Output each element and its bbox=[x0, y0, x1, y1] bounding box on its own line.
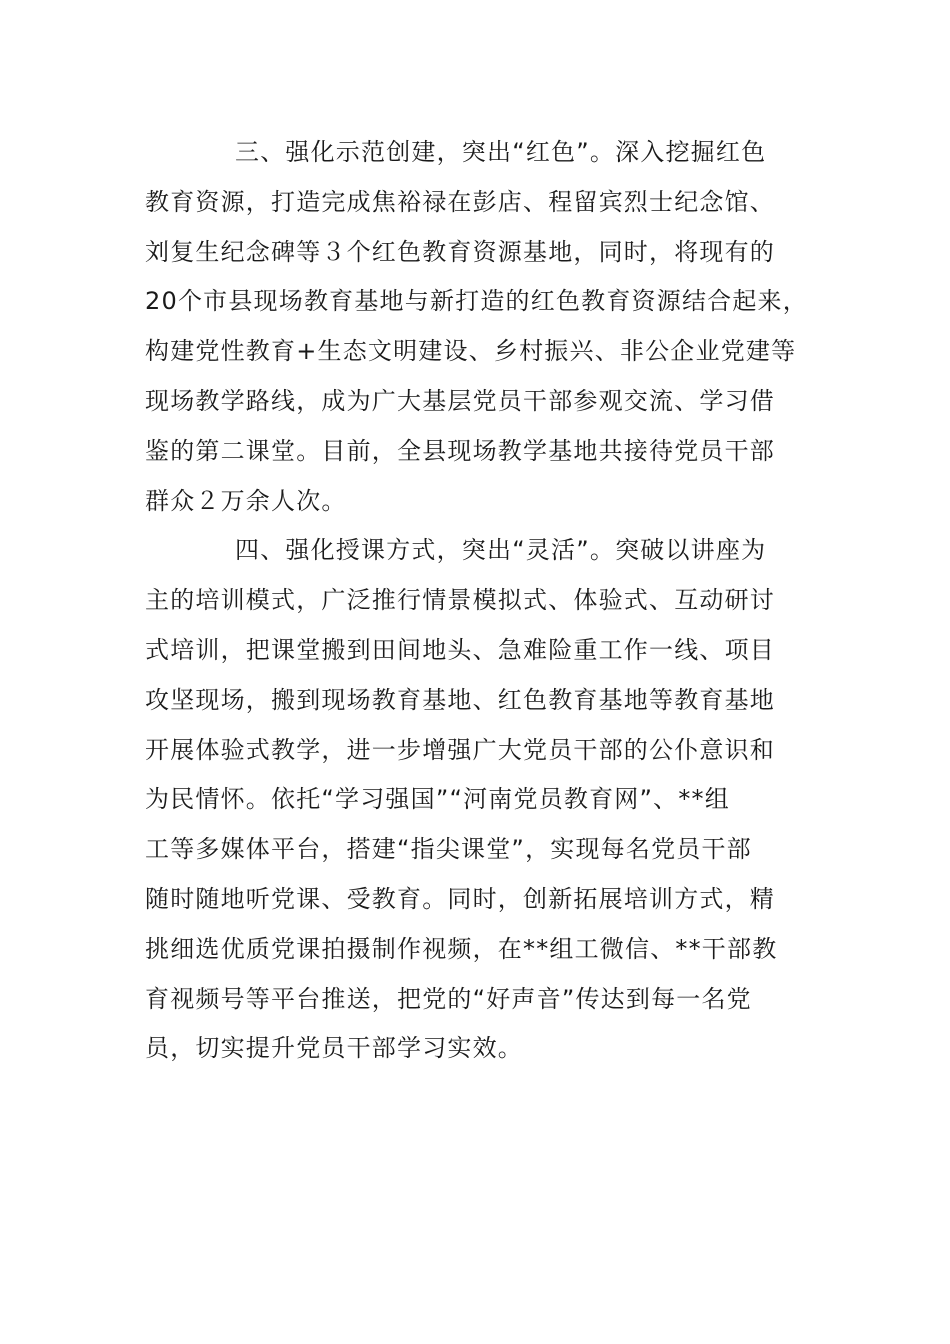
paragraph-line: 三、强化示范创建，突出“红色”。深入挖掘红色 bbox=[235, 138, 767, 166]
paragraph-line: 教育资源，打造完成焦裕禄在彭店、程留宾烈士纪念馆、 bbox=[145, 187, 775, 216]
paragraph-line: 现场教学路线，成为广大基层党员干部参观交流、学习借 bbox=[145, 386, 775, 415]
paragraph-line: 为民情怀。依托“学习强国”“河南党员教育网”、**组 bbox=[145, 785, 730, 814]
paragraph-line: 主的培训模式，广泛推行情景模拟式、体验式、互动研讨 bbox=[145, 586, 775, 615]
paragraph-4-flexible-teaching bbox=[145, 526, 815, 1074]
paragraph-line: 随时随地听党课、受教育。同时，创新拓展培训方式，精 bbox=[145, 884, 775, 913]
paragraph-line: 挑细选优质党课拍摄制作视频，在**组工微信、**干部教 bbox=[145, 934, 778, 963]
paragraph-line: 鉴的第二课堂。目前，全县现场教学基地共接待党员干部 bbox=[145, 436, 775, 465]
paragraph-line: 攻坚现场，搬到现场教育基地、红色教育基地等教育基地 bbox=[145, 685, 775, 714]
paragraph-line: 工等多媒体平台，搭建“指尖课堂”，实现每名党员干部 bbox=[145, 835, 752, 864]
paragraph-line: 员，切实提升党员干部学习实效。 bbox=[145, 1034, 523, 1063]
paragraph-3-red-education bbox=[145, 128, 815, 526]
paragraph-line: 群众２万余人次。 bbox=[145, 486, 347, 515]
paragraph-line: 育视频号等平台推送，把党的“好声音”传达到每一名党 bbox=[145, 984, 752, 1013]
paragraph-line: 刘复生纪念碑等３个红色教育资源基地，同时，将现有的 bbox=[145, 237, 775, 266]
paragraph-line: 开展体验式教学，进一步增强广大党员干部的公仆意识和 bbox=[145, 735, 775, 764]
document-body bbox=[145, 128, 815, 1074]
paragraph-line: 构建党性教育+生态文明建设、乡村振兴、非公企业党建等 bbox=[145, 337, 797, 366]
paragraph-line: 式培训，把课堂搬到田间地头、急难险重工作一线、项目 bbox=[145, 635, 775, 664]
paragraph-line: 20个市县现场教育基地与新打造的红色教育资源结合起来， bbox=[145, 287, 808, 316]
paragraph-line: 四、强化授课方式，突出“灵活”。突破以讲座为 bbox=[235, 536, 767, 565]
